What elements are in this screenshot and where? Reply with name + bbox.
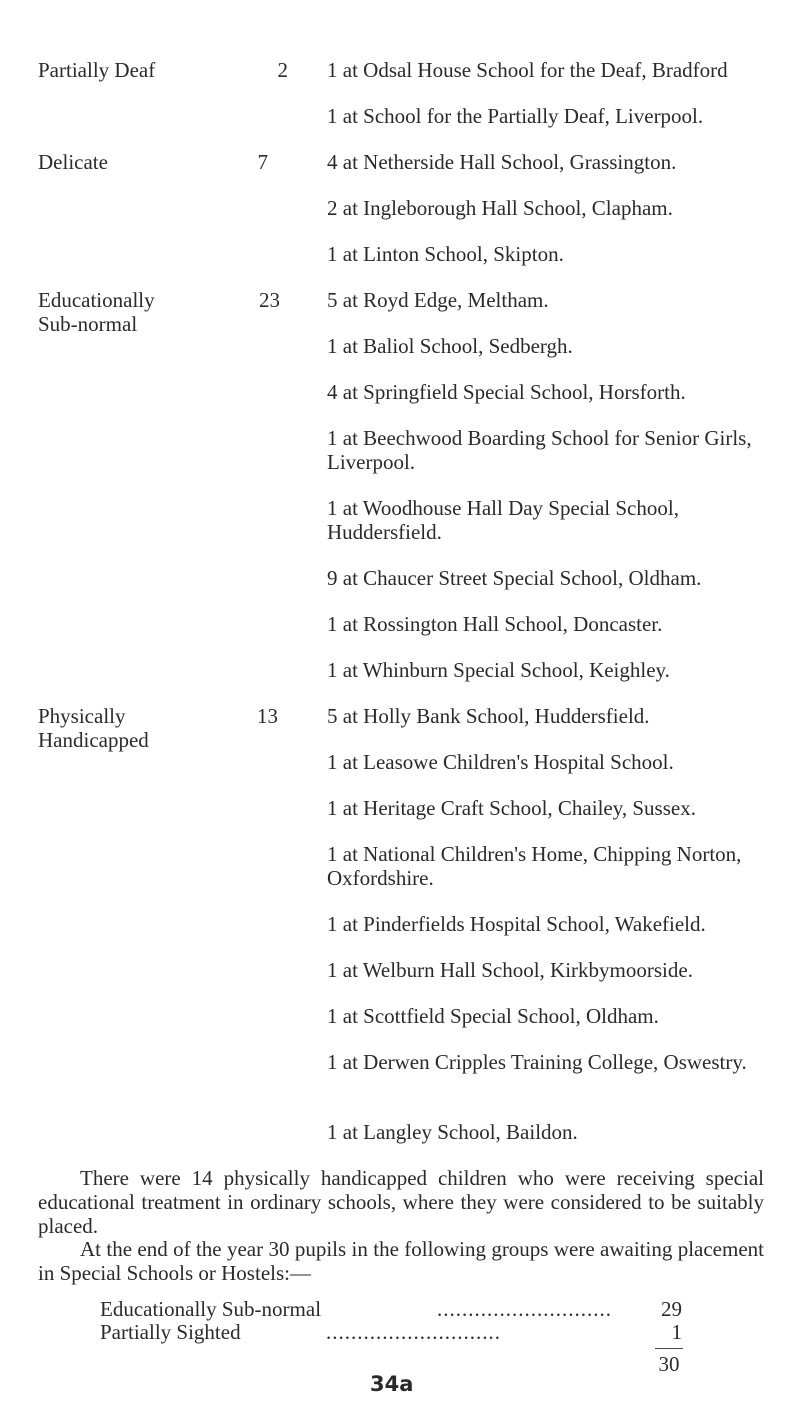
school-entry: 1 at Beechwood Boarding School for Senior Girls, Liverpool. — [327, 426, 752, 475]
school-entry: 4 at Springfield Special School, Horsforth. — [327, 380, 686, 404]
school-entry: 1 at School for the Partially Deaf, Liverpool. — [327, 104, 704, 128]
category-label-physically-handicapped — [38, 704, 238, 752]
category-label-line: Educationally — [38, 288, 155, 312]
category-label-line: Partially Deaf — [38, 58, 156, 82]
school-entry: 1 at Whinburn Special School, Keighley. — [327, 658, 670, 682]
school-entry: 1 at Langley School, Baildon. — [327, 1120, 578, 1144]
school-entry: 1 at Woodhouse Hall Day Special School, Huddersfield. — [327, 496, 679, 545]
school-entry: 5 at Holly Bank School, Huddersfield. — [327, 704, 650, 728]
summary-dot-leader: ............................ — [437, 1297, 612, 1321]
school-entry: 1 at National Children's Home, Chipping Norton, Oxfordshire. — [327, 842, 742, 891]
school-entry: 1 at Scottfield Special School, Oldham. — [327, 1004, 659, 1028]
school-entry: 1 at Leasowe Children's Hospital School. — [327, 750, 674, 774]
school-entry: 1 at Derwen Cripples Training College, Oswestry. — [327, 1050, 747, 1074]
category-label-educationally-subnormal — [38, 288, 238, 336]
category-label-delicate — [38, 150, 238, 174]
school-entry: 5 at Royd Edge, Meltham. — [327, 288, 549, 312]
school-entry: 2 at Ingleborough Hall School, Clapham. — [327, 196, 673, 220]
category-label-line: Sub-normal — [38, 312, 138, 337]
summary-total: 30 — [658, 1352, 680, 1376]
category-count: 2 — [277, 58, 288, 82]
school-entry: 1 at Linton School, Skipton. — [327, 242, 564, 266]
category-count: 23 — [259, 288, 280, 312]
summary-value: 1 — [671, 1320, 682, 1344]
total-rule — [655, 1348, 683, 1349]
paragraph-awaiting-placement: At the end of the year 30 pupils in the following groups were awaiting placement in Special Schools or Hostels:— — [38, 1237, 764, 1285]
category-label-partially-deaf — [38, 58, 238, 82]
summary-value: 29 — [661, 1297, 682, 1321]
summary-label: Educationally Sub-normal — [100, 1297, 322, 1321]
category-count: 7 — [257, 150, 268, 174]
category-count: 13 — [257, 704, 278, 728]
category-label-line: Physically — [38, 704, 126, 728]
school-entry: 1 at Welburn Hall School, Kirkbymoorside. — [327, 958, 693, 982]
category-label-line: Handicapped — [38, 728, 149, 753]
school-entry: 1 at Baliol School, Sedbergh. — [327, 334, 573, 358]
paragraph-ordinary-schools: There were 14 physically handicapped children who were receiving special educational treatment in ordinary schools, where they were considered to be suitably placed. — [38, 1166, 764, 1238]
school-entry: 1 at Rossington Hall School, Doncaster. — [327, 612, 663, 636]
category-label-line: Delicate — [38, 150, 108, 174]
school-entry: 9 at Chaucer Street Special School, Oldham. — [327, 566, 702, 590]
school-entry: 1 at Odsal House School for the Deaf, Bradford — [327, 58, 728, 82]
school-entry: 1 at Pinderfields Hospital School, Wakefield. — [327, 912, 706, 936]
school-entry: 1 at Heritage Craft School, Chailey, Sussex. — [327, 796, 696, 820]
page-number: 34a — [370, 1372, 414, 1396]
school-entry: 4 at Netherside Hall School, Grassington. — [327, 150, 677, 174]
summary-dot-leader: ............................ — [326, 1320, 501, 1344]
summary-label: Partially Sighted — [100, 1320, 241, 1344]
